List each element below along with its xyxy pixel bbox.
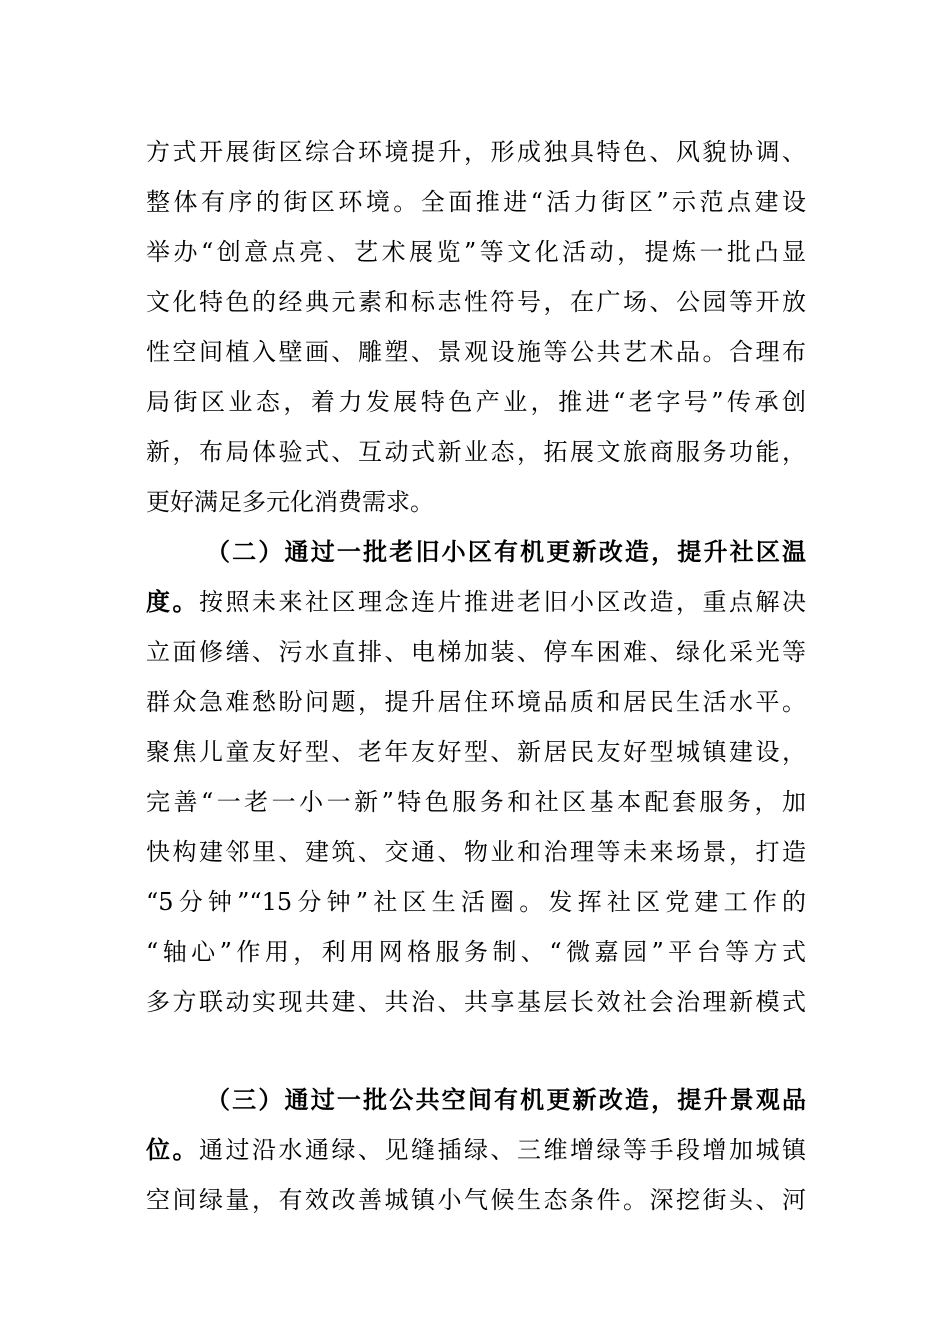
body-text-line: 立面修缮、污水直排、电梯加装、停车困难、绿化采光等 [146,638,806,666]
body-text-run: 通过沿水通绿、见缝插绿、三维增绿等手段增加城镇 [199,1136,806,1164]
body-text-line: 性空间植入壁画、雕塑、景观设施等公共艺术品。合理布 [146,338,806,366]
body-text-line: 群众急难愁盼问题，提升居住环境品质和居民生活水平。 [146,688,806,716]
body-text-run: 按照未来社区理念连片推进老旧小区改造，重点解决 [199,588,806,616]
body-text-line: 举办“创意点亮、艺术展览”等文化活动，提炼一批凸显 [146,238,806,266]
body-text-line: 快构建邻里、建筑、交通、物业和治理等未来场景，打造 [146,838,806,866]
body-text-line: 文化特色的经典元素和标志性符号，在广场、公园等开放 [146,288,806,316]
body-text-line: 方式开展街区综合环境提升，形成独具特色、风貌协调、 [146,138,806,166]
body-text-line: “5分钟”“15分钟”社区生活圈。发挥社区党建工作的 [146,888,806,916]
body-text-line [146,1130,806,1170]
section-heading: （三）通过一批公共空间有机更新改造，提升景观品 [206,1085,806,1114]
body-text-line: 空间绿量，有效改善城镇小气候生态条件。深挖街头、河 [146,1186,806,1214]
section-heading-tail: 度。 [146,587,199,616]
section-heading-tail: 位。 [146,1135,199,1164]
body-text-line: 整体有序的街区环境。全面推进“活力街区”示范点建设 [146,188,806,216]
body-text-line: 局街区业态，着力发展特色产业，推进“老字号”传承创 [146,388,806,416]
section-heading: （二）通过一批老旧小区有机更新改造，提升社区温 [206,537,806,566]
body-text-line: “轴心”作用，利用网格服务制、“微嘉园”平台等方式 [146,938,806,966]
body-text-line: 完善“一老一小一新”特色服务和社区基本配套服务，加 [146,788,806,816]
body-text-line: 聚焦儿童友好型、老年友好型、新居民友好型城镇建设， [146,738,806,766]
body-text-line: 多方联动实现共建、共治、共享基层长效社会治理新模式 [146,988,806,1016]
body-text-line [146,582,806,622]
body-text-line: 更好满足多元化消费需求。 [146,488,434,516]
body-text-line: 新，布局体验式、互动式新业态，拓展文旅商服务功能， [146,438,806,466]
